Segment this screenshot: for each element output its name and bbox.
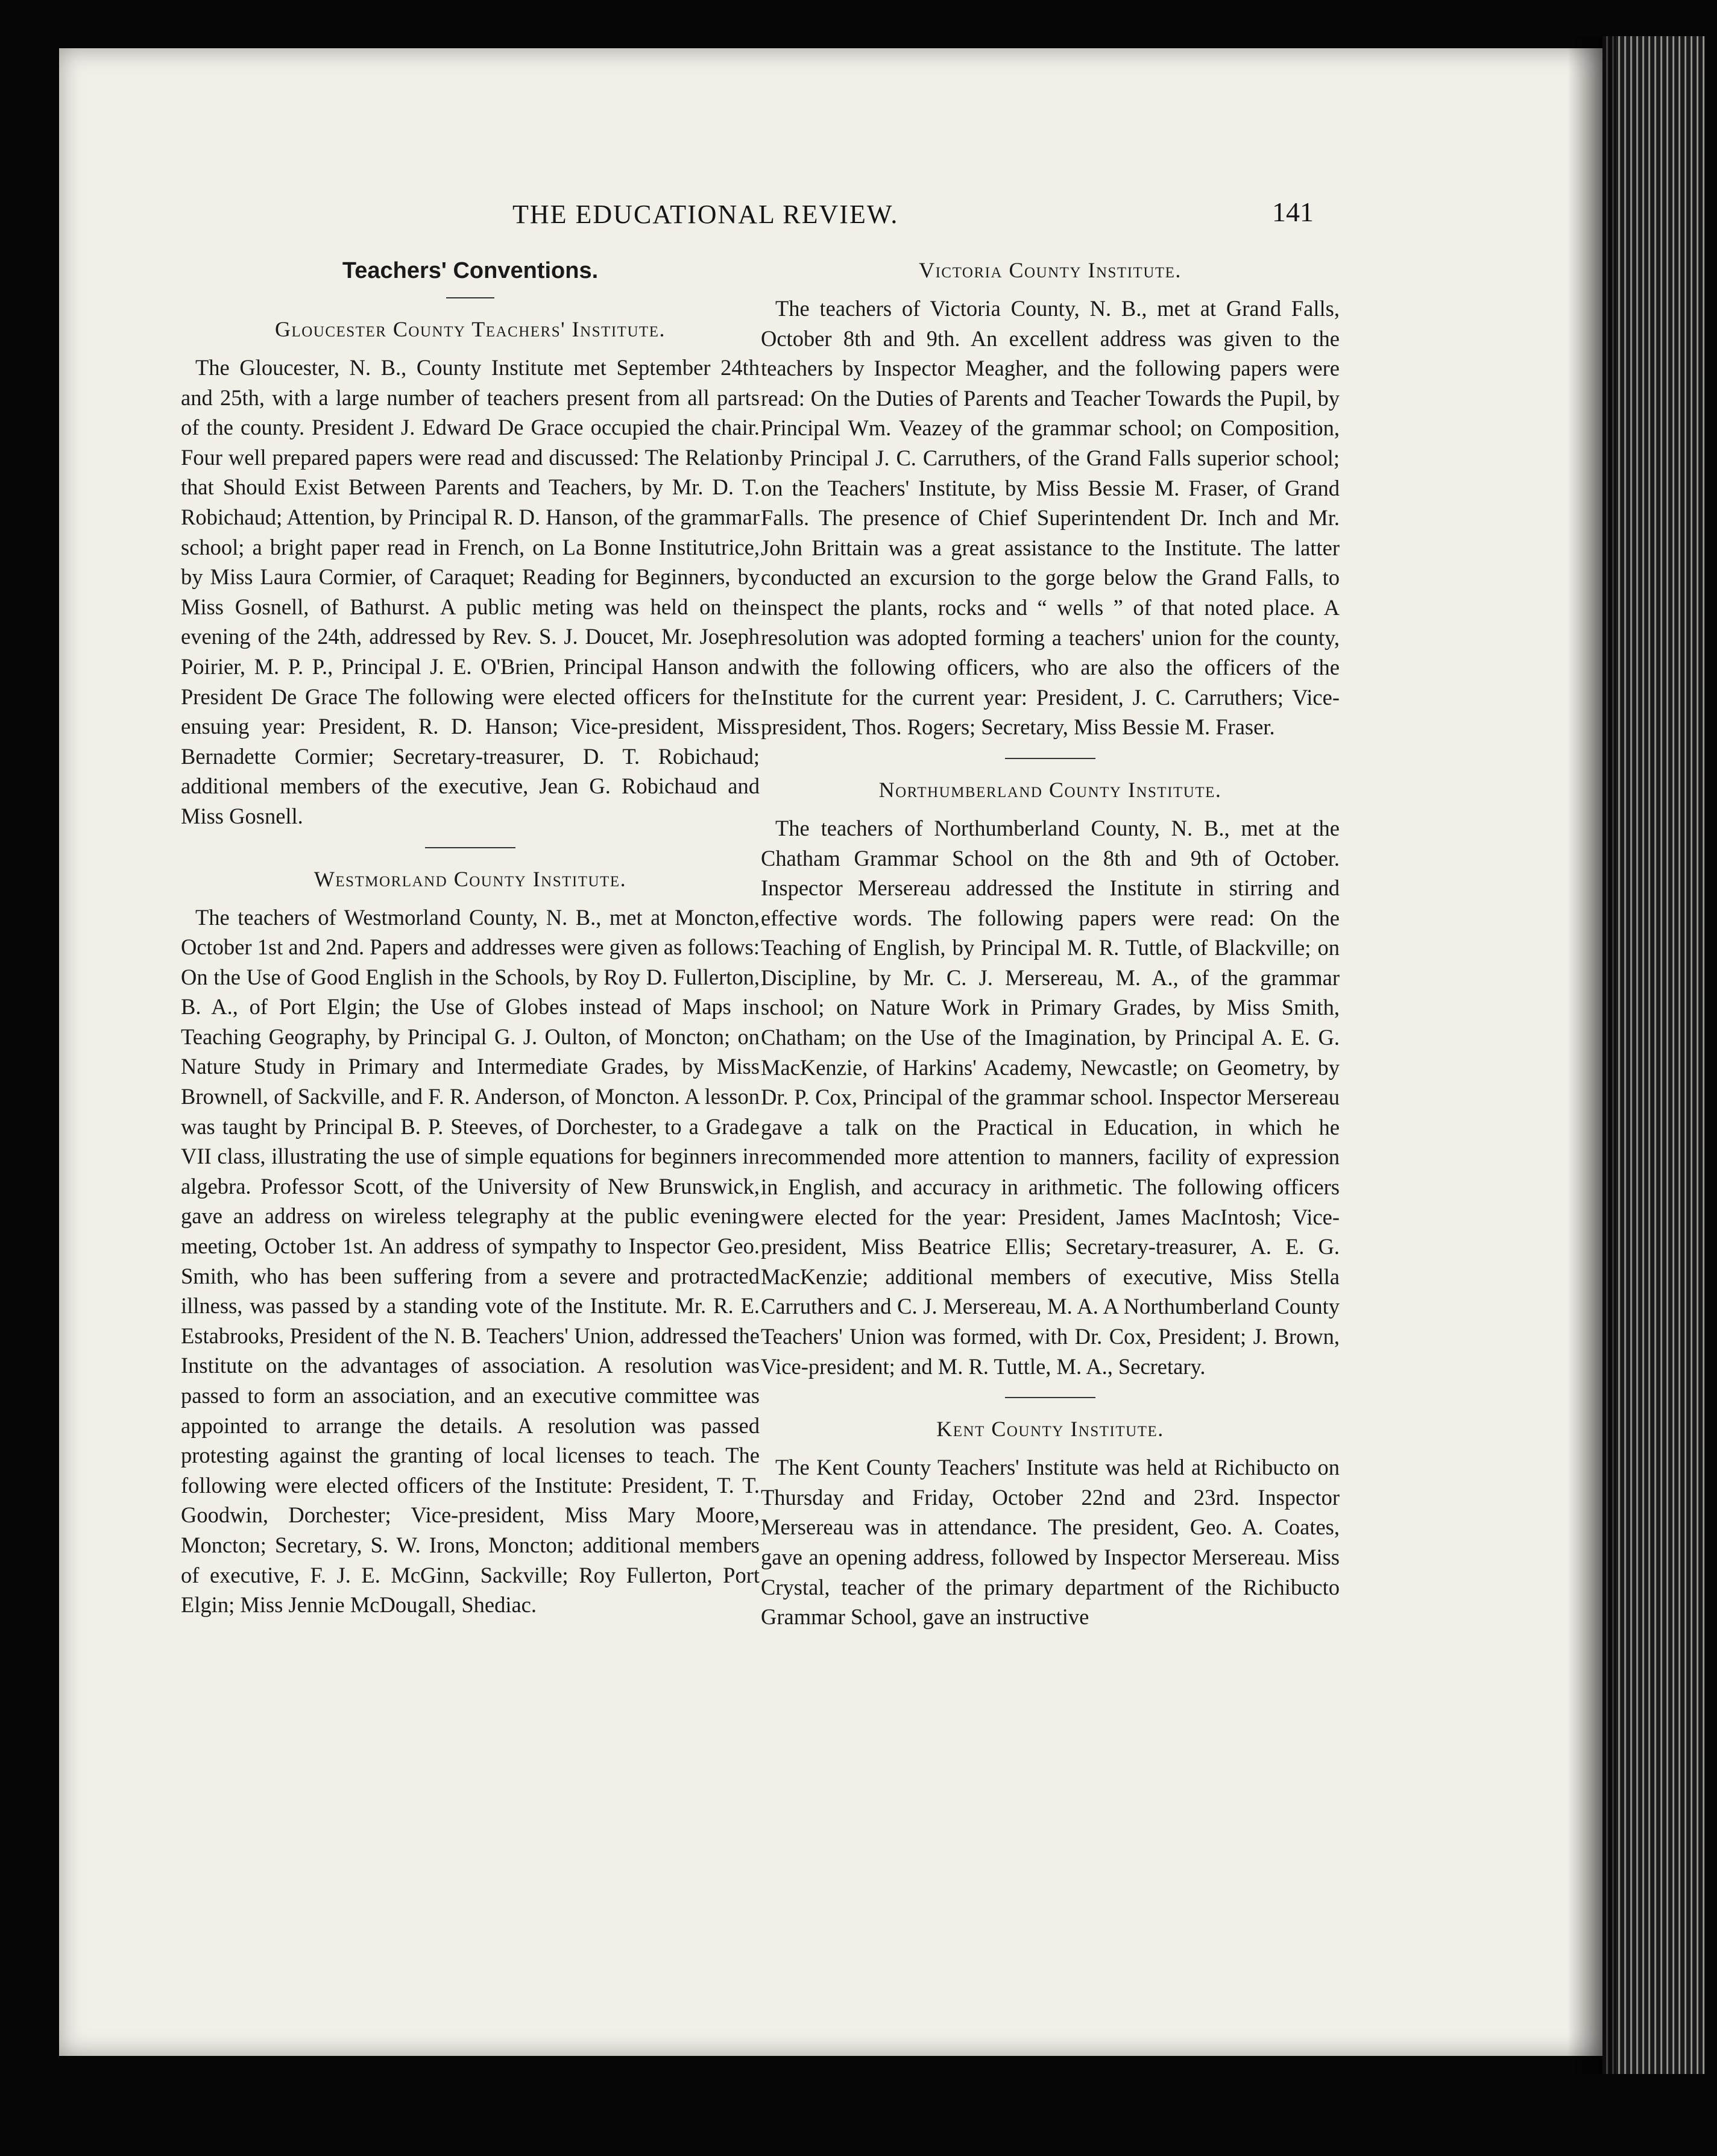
- section-heading-kent: Kent County Institute.: [936, 1417, 1164, 1442]
- section-divider: [1005, 758, 1095, 759]
- left-column: [181, 250, 760, 1620]
- section-text-gloucester: The Gloucester, N. B., County Institute met September 24th and 25th, with a large number of teachers present from all parts of the county. President J. Edward De Grace occupied the chair. Four well prepared papers were read and discussed: The Relation that Should Exist Between Parents and Teachers, by Mr. D. T. Robichaud; Attention, by Principal R. D. Hanson, of the grammar school; a bright paper read in French, on La Bonne Institutrice, by Miss Laura Cormier, of Caraquet; Reading for Beginners, by Miss Gosnell, of Bathurst. A public meting was held on the evening of the 24th, addressed by Rev. S. J. Doucet, Mr. Joseph Poirier, M. P. P., Principal J. E. O'Brien, Principal Hanson and President De Grace The following were elected officers for the ensuing year: President, R. D. Hanson; Vice-president, Miss Bernadette Cormier; Secretary-treasurer, D. T. Robichaud; additional members of the executive, Jean G. Robichaud and Miss Gosnell.: [181, 355, 760, 828]
- running-title: THE EDUCATIONAL REVIEW.: [512, 200, 899, 229]
- book-spine-shadow: [1567, 36, 1616, 2074]
- section-text-northumberland: The teachers of Northumberland County, N. B., met at the Chatham Grammar School on the 8th and 9th of October. Inspector Mersereau addressed the Institute in stirring and effective words. The following papers were read: On the Teaching of English, by Principal M. R. Tuttle, of Blackville; on Discipline, by Mr. C. J. Mersereau, M. A., of the grammar school; on Nature Work in Primary Grades, by Miss Smith, Chatham; on the Use of the Imagination, by Principal A. E. G. MacKenzie, of Harkins' Academy, Newcastle; on Geometry, by Dr. P. Cox, Principal of the grammar school. Inspector Mersereau gave a talk on the Practical in Education, in which he recommended more attention to manners, facility of expression in English, and accuracy in arithmetic. The following officers were elected for the year: President, James MacIntosh; Vice-president, Miss Beatrice Ellis; Secretary-treasurer, A. E. G. MacKenzie; additional members of executive, Miss Stella Carruthers and C. J. Mersereau, M. A. A Northumberland County Teachers' Union was formed, with Dr. Cox, President; J. Brown, Vice-president; and M. R. Tuttle, M. A., Secretary.: [761, 815, 1340, 1379]
- page-number: 141: [1272, 197, 1314, 227]
- section-heading-gloucester: Gloucester County Teachers' Institute.: [274, 317, 666, 341]
- article-title: Teachers' Conventions.: [342, 258, 599, 283]
- section-text-victoria: The teachers of Victoria County, N. B., met at Grand Falls, October 8th and 9th. An excellent address was given to the teachers by Inspector Meagher, and the following papers were read: On the Duties of Parents and Teacher Towards the Pupil, by Principal Wm. Veazey of the grammar school; on Composition, by Principal J. C. Carruthers, of the Grand Falls superior school; on the Teachers' Institute, by Miss Bessie M. Fraser, of Grand Falls. The presence of Chief Superintendent Dr. Inch and Mr. John Brittain was a great assistance to the Institute. The latter conducted an excursion to the gorge below the Grand Falls, to inspect the plants, rocks and “ wells ” of that noted place. A resolution was adopted forming a teachers' union for the county, with the following officers, who are also the officers of the Institute for the current year: President, J. C. Carruthers; Vice-president, Thos. Rogers; Secretary, Miss Bessie M. Fraser.: [761, 296, 1340, 740]
- section-divider: [1005, 1397, 1095, 1398]
- section-heading-victoria: Victoria County Institute.: [919, 258, 1182, 282]
- title-rule: [446, 297, 494, 298]
- section-divider: [425, 847, 515, 848]
- book-page-edges: [1602, 36, 1705, 2074]
- section-text-westmorland: The teachers of Westmorland County, N. B., met at Moncton, October 1st and 2nd. Papers and addresses were given as follows: On the Use of Good English in the Schools, by Roy D. Fullerton, B. A., of Port Elgin; the Use of Globes instead of Maps in Teaching Geography, by Principal G. J. Oulton, of Moncton; on Nature Study in Primary and Intermediate Grades, by Miss Brownell, of Sackville, and F. R. Anderson, of Moncton. A lesson was taught by Principal B. P. Steeves, of Dorchester, to a Grade VII class, illustrating the use of simple equations for beginners in algebra. Professor Scott, of the University of New Brunswick, gave an address on wireless telegraphy at the public evening meeting, October 1st. An address of sympathy to Inspector Geo. Smith, who has been suffering from a severe and protracted illness, was passed by a standing vote of the Institute. Mr. R. E. Estabrooks, President of the N. B. Teachers' Union, addressed the Institute on the advantages of association. A resolution was passed to form an association, and an executive committee was appointed to arrange the details. A resolution was passed protesting against the granting of local licenses to teach. The following were elected officers of the Institute: President, T. T. Goodwin, Dorchester; Vice-president, Miss Mary Moore, Moncton; Secretary, S. W. Irons, Moncton; additional members of executive, F. J. E. McGinn, Sackville; Roy Fullerton, Port Elgin; Miss Jennie McDougall, Shediac.: [181, 904, 760, 1618]
- section-text-kent: The Kent County Teachers' Institute was held at Richibucto on Thursday and Friday, October 22nd and 23rd. Inspector Mersereau was in attendance. The president, Geo. A. Coates, gave an opening address, followed by Inspector Mersereau. Miss Crystal, teacher of the primary department of the Richibucto Grammar School, gave an instructive: [761, 1455, 1340, 1630]
- section-heading-northumberland: Northumberland County Institute.: [878, 777, 1222, 802]
- section-heading-westmorland: Westmorland County Institute.: [313, 866, 627, 891]
- right-column: [761, 250, 1340, 1632]
